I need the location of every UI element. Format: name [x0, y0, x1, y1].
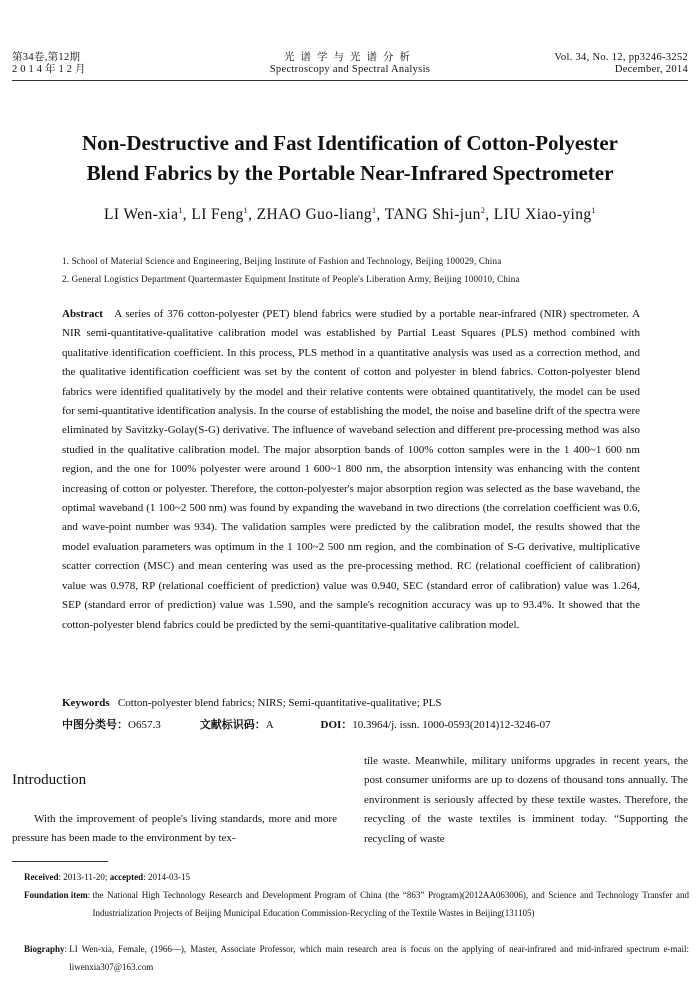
keywords [62, 697, 441, 709]
foundation-item: Foundation item: the National High Technology Research and Development Program of China (the “863” Program)(2012AA063006), and Science and Technology Transfer and Industrialization Projects of Beijing Municipal Education Commission-Recycling of the Textile Wastes in Beijing(131105) [24, 886, 689, 922]
section-heading-introduction: Introduction [12, 772, 87, 788]
keywords-text: Cotton-polyester blend fabrics; NIRS; Semi-quantitative-qualitative; PLS [117, 697, 442, 709]
clc-label: 中图分类号： [62, 719, 128, 731]
biography: Biography: LI Wen-xia, Female, (1966—), Master, Associate Professor, which main research area is focus on the applying of near-infrared and mid-infrared spectrum e-mail: liwenxia307@163.com [24, 940, 689, 976]
volume-issue-cn: 第34卷,第12期 [12, 52, 81, 63]
accepted-label: accepted [109, 872, 144, 882]
doc-code-label: 文献标识码： [199, 719, 266, 731]
issue-date: December, 2014 [614, 64, 688, 75]
paper-title [0, 128, 700, 188]
author-list: LI Wen-xia$^1$, LI Feng$^1$, ZHAO Guo-liang$^1$, TANG Shi-jun$^2$, LIU Xiao-ying$^1$ [104, 206, 596, 224]
clc-value: O657.3 [128, 719, 161, 731]
intro-paragraph-left: With the improvement of people's living standards, more and more pressure has been made to the environment by tex- [12, 813, 337, 845]
title-line-1: Non-Destructive and Fast Identification of Cotton-Polyester [81, 131, 618, 155]
abstract-body: A series of 376 cotton-polyester (PET) blend fabrics were studied by a portable near-infrared (NIR) spectrometer. A NIR semi-quantitative-qualitative calibration model was established by Partial Least Squares (PLS) method combined with qualitative identification coefficient. In this process, PLS method in a quantitative analysis was used as a correction method, and the qualitative identification coefficient was set by the content of cotton and polyester in blend fabrics. Cotton-polyester blend fabrics were identified qualitatively by the model and their relative contents were obtained quantitatively, the model can be used for semi-quantitative identification analysis. In the course of establishing the model, the noise and baseline drift of the spectra were eliminated by Savitzky-Golay(S-G) derivative. The influence of waveband selection and different pre-processing method was also studied in the qualitative calibration model. The major absorption bands of 100% cotton samples were in the 1 400~1 600 nm region, and the one for 100% polyester were around 1 600~1 800 nm, the absorption intensity was enhancing with the content increasing of cotton or polyester. Therefore, the cotton-polyester's major absorption region was selected as the base waveband, the optimal waveband (1 100~2 500 nm) was found by expanding the waveband in two directions (the correlation coefficient was 0.6, and wave-point number was 934). The validation samples were predicted by the calibration model, the results showed that the model evaluation parameters was optimum in the 1 100~2 500 nm region, and the combination of S-G derivative, multiplicative scatter correction (MSC) and mean centering was used as the pre-processing method. RC (relational coefficient of calibration) value was 0.978, RP (relational coefficient of prediction) value was 0.940, SEC (standard error of calibration) value was 1.264, SEP (standard error of prediction) value was 1.590, and the sample's recognition accuracy was up to 93.4%. It showed that the cotton-polyester blend fabrics could be predicted by the semi-quantitative-qualitative calibration model. [62, 308, 641, 631]
affiliation-2: 2. General Logistics Department Quartermaster Equipment Institute of People's Liberation Army, Beijing 100010, China [62, 274, 520, 284]
intro-paragraph-right: tile waste. Meanwhile, military uniforms upgrades in recent years, the post consumer uniforms are up to dozens of thousand tons annually. The environment is seriously affected by these textile wastes. Therefore, the recycling of the waste textiles is imminent today. “Supporting the recycling of waste [364, 755, 688, 845]
author: LI Wen-xia$^1$ [104, 206, 183, 224]
received-accepted: Received: 2013-11-20; accepted: 2014-03-15 [24, 872, 190, 882]
date-cn: 2014年12月 [12, 64, 89, 75]
abstract-label: Abstract [62, 308, 103, 320]
author: ZHAO Guo-liang$^1$ [256, 206, 377, 224]
abstract [62, 305, 640, 635]
journal-citation [554, 52, 688, 76]
author: LI Feng$^1$ [191, 206, 249, 224]
affiliation-1: 1. School of Material Science and Engineering, Beijing Institute of Fashion and Technology, Beijing 100029, China [62, 256, 502, 266]
journal-name-en: Spectroscopy and Spectral Analysis [269, 64, 431, 75]
biography-text: LI Wen-xia, Female, (1966—), Master, Associate Professor, which main research area is focus on the applying of near-infrared and mid-infrared spectrum e-mail: liwenxia307@163.com [69, 944, 689, 972]
foundation-label: Foundation item [24, 890, 88, 900]
volume-pages: Vol. 34, No. 12, pp3246-3252 [554, 52, 688, 63]
accepted-date: 2014-03-15 [147, 872, 190, 882]
title-line-2: Blend Fabrics by the Portable Near-Infrared Spectrometer [86, 161, 614, 185]
received-label: Received [24, 872, 59, 882]
header-rule [12, 80, 688, 81]
doi-label: DOI： [320, 719, 353, 731]
biography-label: Biography [24, 944, 65, 954]
received-date: 2013-11-20 [63, 872, 105, 882]
journal-name-cn: 光谱学与光谱分析 [284, 52, 416, 63]
footnote-rule [12, 861, 108, 862]
keywords-label: Keywords [62, 697, 110, 709]
foundation-text: the National High Technology Research and Development Program of China (the “863” Program)(2012AA063006), and Science and Technology Transfer and Industrialization Projects of Beijing Municipal Education Commission-Recycling of the Textile Wastes in Beijing(131105) [92, 890, 689, 918]
author: LIU Xiao-ying$^1$ [493, 206, 596, 224]
doc-code-value: A [265, 719, 274, 731]
classification-line [62, 716, 662, 732]
doi-value: 10.3964/j. issn. 1000-0593(2014)12-3246-07 [352, 719, 551, 731]
author: TANG Shi-jun$^2$ [384, 206, 486, 224]
